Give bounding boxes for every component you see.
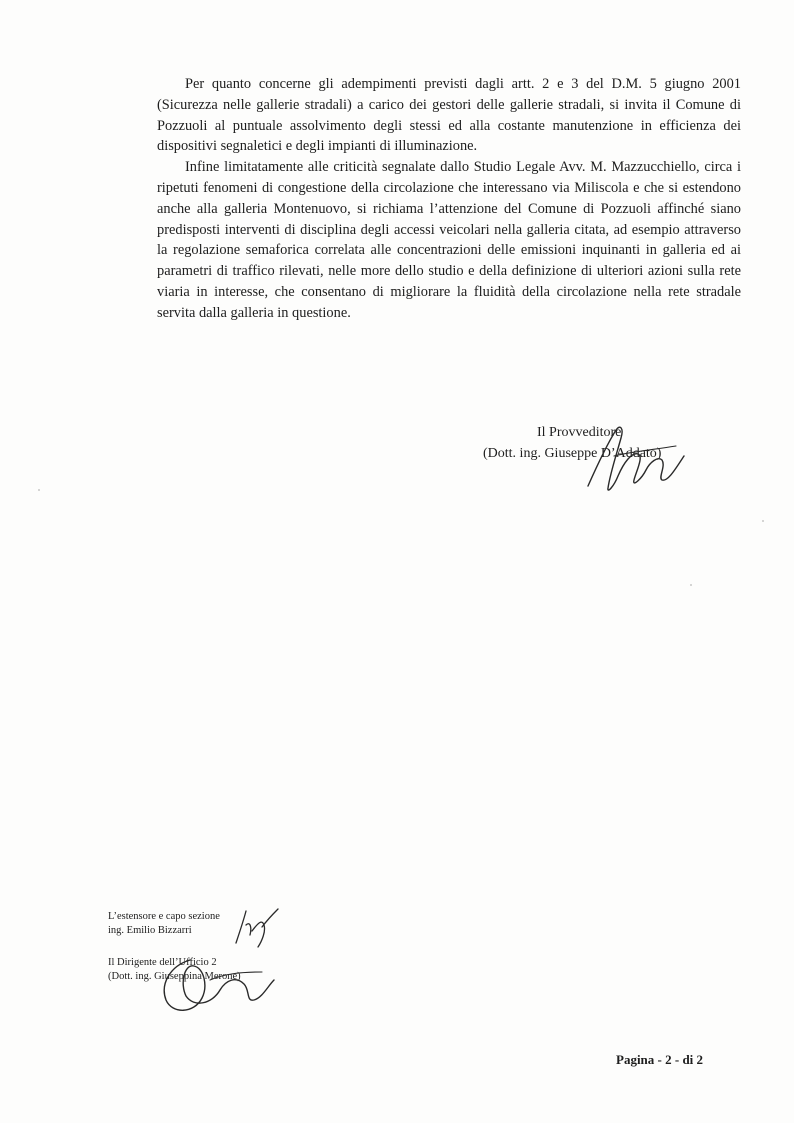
- dirigente-group: [108, 956, 348, 984]
- estensore-role: L’estensore e capo sezione: [108, 911, 220, 922]
- staff-block: [108, 910, 348, 1002]
- estensore-name: ing. Emilio Bizzarri: [108, 925, 192, 936]
- signatory-role: Il Provveditore: [537, 425, 622, 440]
- scan-speck: [690, 584, 692, 586]
- scan-speck: [762, 520, 764, 522]
- scan-speck: [38, 489, 40, 491]
- estensore-group: [108, 910, 348, 938]
- paragraph-obligations: Per quanto concerne gli adempimenti previsti dagli artt. 2 e 3 del D.M. 5 giugno 2001 (Sicurezza nelle gallerie stradali) a carico dei gestori delle gallerie stradali, si invita il Comune di Pozzuoli al puntuale assolvimento degli stessi ed alla costante manutenzione in efficienza dei dispositivi segnaletici e degli impianti di illuminazione.: [157, 76, 741, 155]
- dirigente-role: Il Dirigente dell’Ufficio 2: [108, 957, 217, 968]
- signatory-name: (Dott. ing. Giuseppe D’Addato): [483, 445, 662, 461]
- letter-body: [157, 74, 741, 324]
- paragraph-criticalities: Infine limitatamente alle criticità segnalate dallo Studio Legale Avv. M. Mazzucchiello, circa i ripetuti fenomeni di congestione della circolazione che interessano via Miliscola e che si estendono anche alla galleria Montenuovo, si richiama l’attenzione del Comune di Pozzuoli affinché siano predisposti interventi di disciplina degli accessi veicolari nella galleria citata, ad esempio attraverso la regolazione semaforica correlata alle concentrazioni delle emissioni inquinanti in galleria ed ai parametri di traffico rilevati, nelle more dello studio e della definizione di ulteriori azioni sulla rete viaria in interesse, che consentano di migliorare la fluidità della circolazione nella rete stradale servita dalla galleria in questione.: [157, 159, 741, 321]
- page-number: Pagina - 2 - di 2: [616, 1052, 704, 1067]
- provveditore-signature-block: [483, 423, 723, 464]
- dirigente-name: (Dott. ing. Giuseppina Merone): [108, 971, 241, 982]
